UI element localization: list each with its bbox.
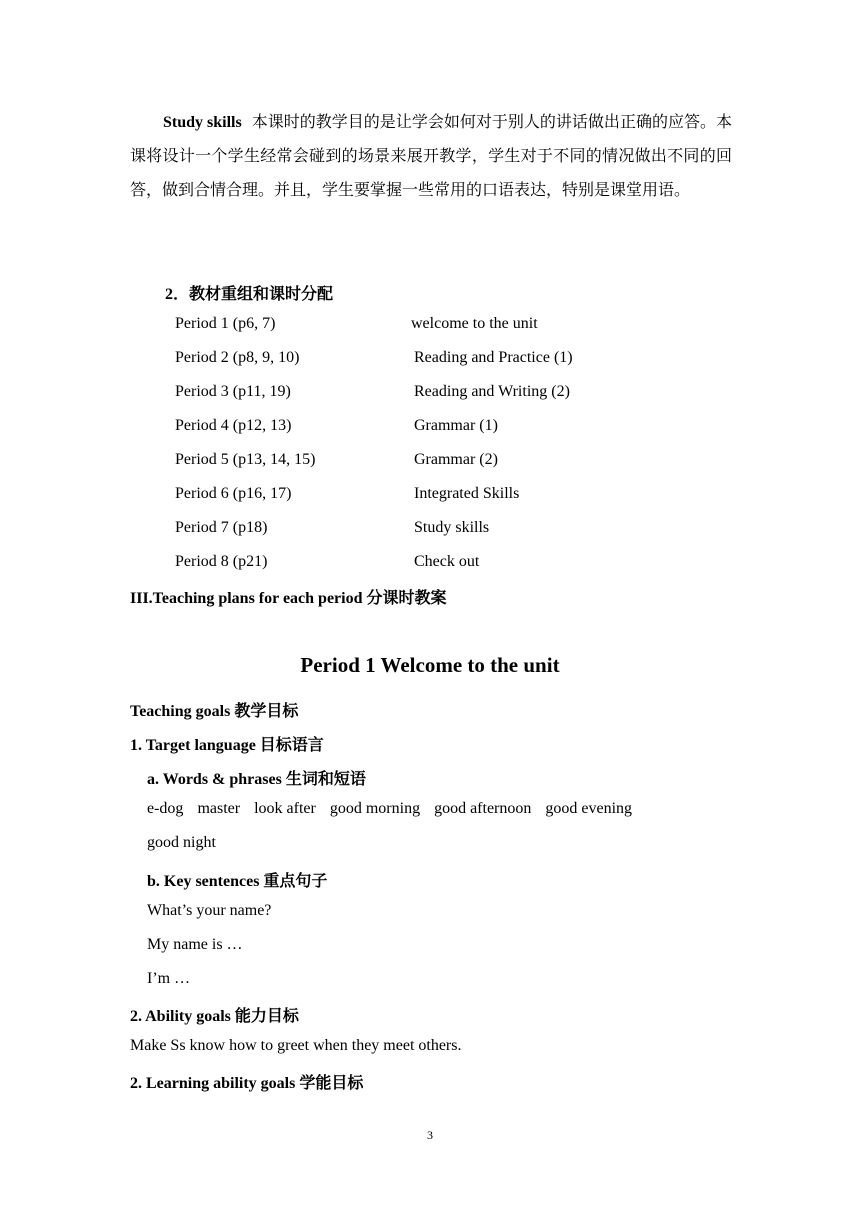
period-row bbox=[175, 519, 735, 543]
ability-goals-text: Make Ss know how to greet when they meet others. bbox=[130, 1037, 462, 1054]
intro-text: 本课时的教学目的是让学会如何对于别人的讲话做出正确的应答。本课将设计一个学生经常会碰到的场景来展开教学，学生对于不同的情况做出不同的回答，做到合情合理。并且，学生要掌握一些常用的口语表达，特别是课堂用语。 bbox=[130, 114, 732, 199]
word-item: good morning bbox=[329, 800, 421, 817]
word-item: good afternoon bbox=[434, 800, 532, 817]
words-heading: a. Words & phrases 生词和短语 bbox=[147, 771, 366, 788]
key-sentences-heading: b. Key sentences 重点句子 bbox=[147, 873, 328, 890]
word-item: look after bbox=[254, 800, 316, 817]
period-label: Period 2 (p8, 9, 10) bbox=[175, 349, 300, 366]
period-row bbox=[175, 349, 735, 373]
period-label: Period 1 (p6, 7) bbox=[175, 315, 276, 332]
period-content: Integrated Skills bbox=[414, 485, 520, 502]
period-label: Period 4 (p12, 13) bbox=[175, 417, 292, 434]
word-item: master bbox=[197, 800, 241, 817]
sentence-item: I’m … bbox=[147, 970, 191, 987]
sentence-item: What’s your name? bbox=[147, 902, 272, 919]
intro-lead: Study skills bbox=[163, 114, 242, 131]
period-row bbox=[175, 553, 735, 577]
word-item: good night bbox=[147, 834, 216, 851]
period-row bbox=[175, 417, 735, 441]
period-content: Check out bbox=[414, 553, 480, 570]
intro-paragraph bbox=[130, 106, 732, 208]
period-content: Grammar (1) bbox=[414, 417, 498, 434]
period-content: Grammar (2) bbox=[414, 451, 498, 468]
section3-heading: III.Teaching plans for each period 分课时教案 bbox=[130, 590, 447, 607]
page-number: 3 bbox=[427, 1128, 433, 1142]
period-content: Study skills bbox=[414, 519, 490, 536]
word-item: e-dog bbox=[147, 800, 184, 817]
period-label: Period 5 (p13, 14, 15) bbox=[175, 451, 316, 468]
sentence-item: My name is … bbox=[147, 936, 243, 953]
period-label: Period 8 (p21) bbox=[175, 553, 268, 570]
learning-goals-heading: 2. Learning ability goals 学能目标 bbox=[130, 1075, 364, 1092]
word-item: good evening bbox=[545, 800, 633, 817]
target-language-heading: 1. Target language 目标语言 bbox=[130, 737, 324, 754]
section2-heading: 2．教材重组和课时分配 bbox=[165, 286, 334, 303]
period-row bbox=[175, 383, 735, 407]
teaching-goals-heading: Teaching goals 教学目标 bbox=[130, 703, 299, 720]
period-row bbox=[175, 485, 735, 509]
period-content: Reading and Writing (2) bbox=[414, 383, 570, 400]
period-label: Period 3 (p11, 19) bbox=[175, 383, 291, 400]
period-content: welcome to the unit bbox=[411, 315, 538, 332]
words-list bbox=[147, 800, 632, 818]
period-label: Period 7 (p18) bbox=[175, 519, 268, 536]
period-content: Reading and Practice (1) bbox=[414, 349, 573, 366]
period-row bbox=[175, 451, 735, 475]
ability-goals-heading: 2. Ability goals 能力目标 bbox=[130, 1008, 299, 1025]
period1-title: Period 1 Welcome to the unit bbox=[300, 653, 560, 677]
period-label: Period 6 (p16, 17) bbox=[175, 485, 292, 502]
period-row bbox=[175, 315, 735, 339]
